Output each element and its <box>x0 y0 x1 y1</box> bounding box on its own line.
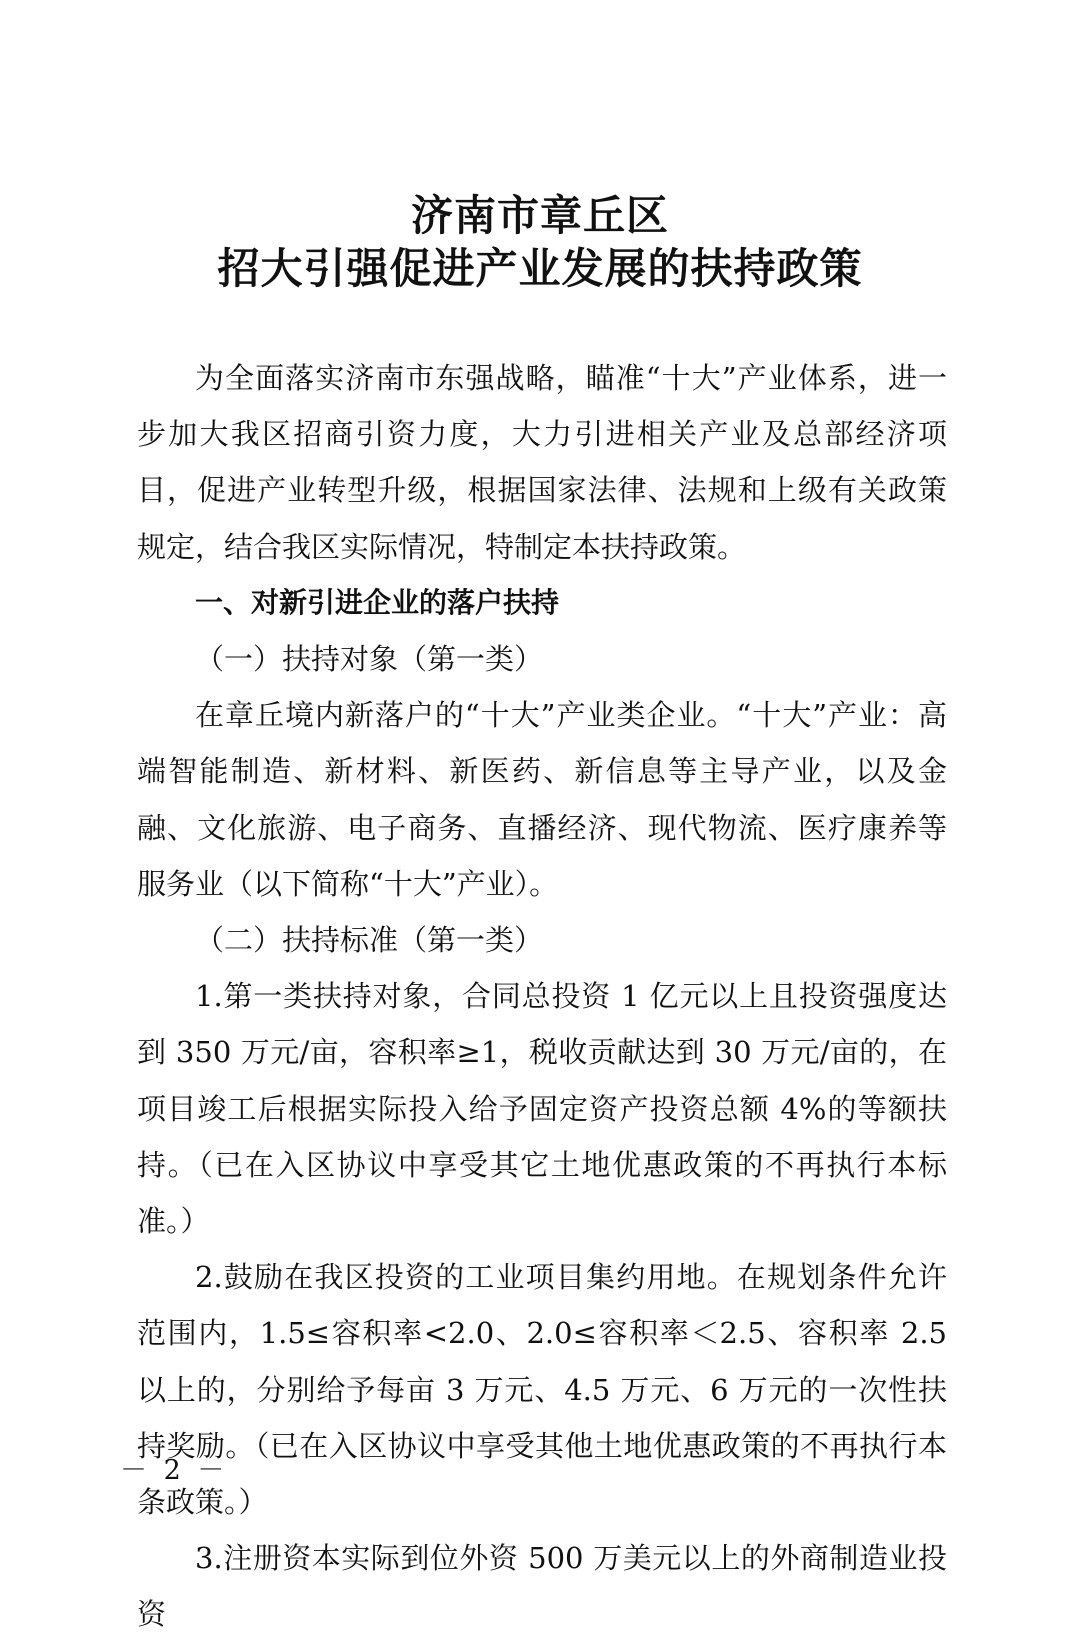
document-title-line2: 招大引强促进产业发展的扶持政策 <box>217 244 863 293</box>
document-body <box>137 350 947 1643</box>
subsection-heading-2: （二）扶持标准（第一类） <box>195 923 544 958</box>
paragraph-intro: 为全面落实济南市东强战略，瞄准“十大”产业体系，进一步加大我区招商引资力度，大力引进相关产业及总部经济项目，促进产业转型升级，根据国家法律、法规和上级有关政策规定，结合我区实际情况，特制定本扶持政策。 <box>137 361 947 564</box>
paragraph-item-3: 3.注册资本实际到位外资 500 万美元以上的外商制造业投资 <box>137 1541 947 1632</box>
paragraph-item-1: 1.第一类扶持对象，合同总投资 1 亿元以上且投资强度达到 350 万元/亩，容积率≥1，税收贡献达到 30 万元/亩的，在项目竣工后根据实际投入给予固定资产投资总额 4%的等额扶持。（已在入区协议中享受其它土地优惠政策的不再执行本标准。） <box>137 979 947 1239</box>
paragraph-item-2: 2.鼓励在我区投资的工业项目集约用地。在规划条件允许范围内，1.5≤容积率<2.0、2.0≤容积率＜2.5、容积率 2.5 以上的，分别给予每亩 3 万元、4.5 万元、6 万元的一次性扶持奖励。（已在入区协议中享受其他土地优惠政策的不再执行本条政策。） <box>137 1260 947 1520</box>
document-title-line1: 济南市章丘区 <box>410 191 669 240</box>
page-number: － 2 － <box>120 1455 229 1486</box>
section-heading-1: 一、对新引进企业的落户扶持 <box>195 585 560 619</box>
subsection-heading-1: （一）扶持对象（第一类） <box>195 642 544 677</box>
paragraph-support-target: 在章丘境内新落户的“十大”产业类企业。“十大”产业：高端智能制造、新材料、新医药、新信息等主导产业，以及金融、文化旅游、电子商务、直播经济、现代物流、医疗康养等服务业（以下简称“十大”产业）。 <box>137 698 947 901</box>
